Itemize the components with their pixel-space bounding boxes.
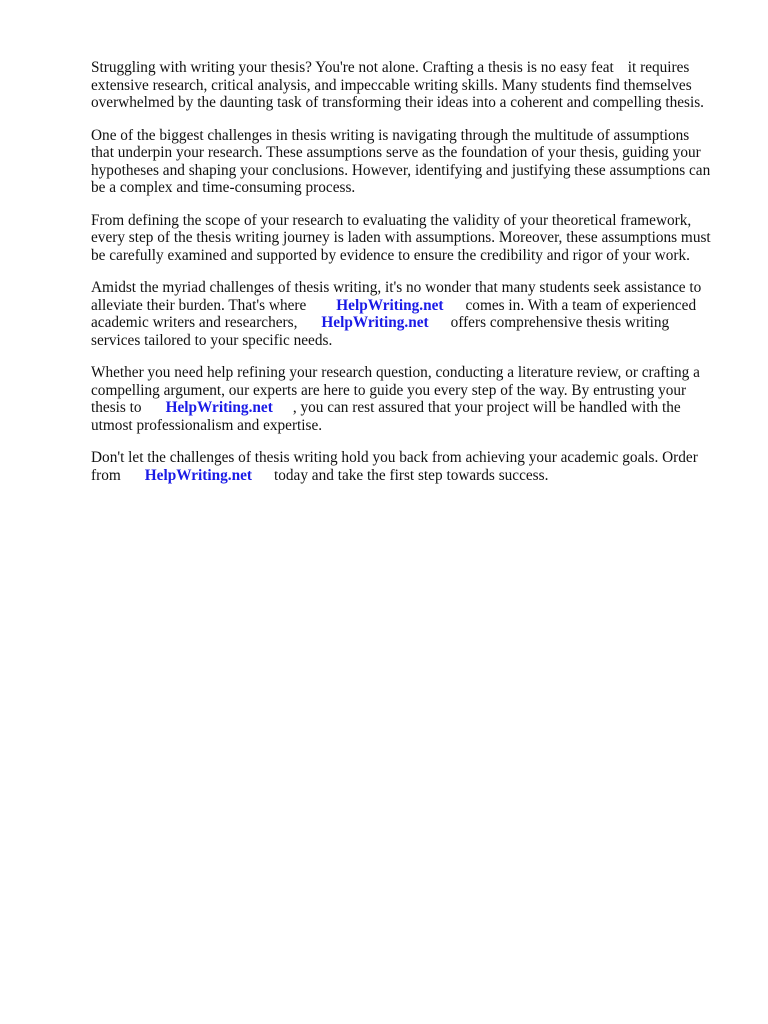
text-line: One of the biggest challenges in thesis writing is navigating through the multitude of assumptions	[91, 126, 690, 144]
helpwriting-link[interactable]: HelpWriting.net	[336, 296, 444, 314]
text-line: , you can rest assured that your project will be handled with the	[292, 399, 681, 416]
text-line: every step of the thesis writing journey is laden with assumptions. Moreover, these assumptions must	[91, 229, 711, 246]
text-line: academic writers and researchers,	[91, 314, 298, 331]
text-line: be a complex and time-consuming process.	[91, 179, 356, 196]
text-line: Whether you need help refining your research question, conducting a literature review, or crafting a	[91, 364, 700, 381]
text-line: offers comprehensive thesis writing	[450, 314, 670, 331]
text-line: that underpin your research. These assumptions serve as the foundation of your thesis, guiding your	[91, 144, 701, 161]
document-page	[91, 59, 731, 499]
text-line: services tailored to your specific needs.	[91, 331, 333, 349]
helpwriting-link[interactable]: HelpWriting.net	[165, 399, 273, 416]
text-line: comes in. With a team of experienced	[465, 296, 697, 314]
text-line: compelling argument, our experts are here to guide you every step of the way. By entrusting your	[91, 381, 687, 399]
text-line: Struggling with writing your thesis? You're not alone. Crafting a thesis is no easy feat	[91, 59, 614, 76]
text-line: overwhelmed by the daunting task of transforming their ideas into a coherent and compelling thesis.	[91, 94, 704, 111]
text-line: Don't let the challenges of thesis writing hold you back from achieving your academic goals. Order	[91, 449, 698, 466]
paragraph-call-to-action	[91, 449, 731, 484]
helpwriting-link[interactable]: HelpWriting.net	[144, 466, 252, 484]
paragraph-assumptions	[91, 127, 731, 197]
text-line: it requires	[627, 59, 690, 76]
helpwriting-link[interactable]: HelpWriting.net	[321, 314, 429, 331]
paragraph-scope	[91, 212, 731, 265]
text-line: From defining the scope of your research to evaluating the validity of your theoretical framework,	[91, 211, 692, 229]
paragraph-assistance	[91, 279, 731, 349]
text-line: utmost professionalism and expertise.	[91, 416, 323, 434]
text-line: be carefully examined and supported by evidence to ensure the credibility and rigor of your work.	[91, 246, 690, 264]
text-line: alleviate their burden. That's where	[91, 296, 307, 314]
text-line: thesis to	[91, 399, 142, 416]
text-line: hypotheses and shaping your conclusions. However, identifying and justifying these assumptions can	[91, 161, 711, 179]
text-line: today and take the first step towards success.	[273, 466, 549, 484]
paragraph-guidance	[91, 364, 731, 434]
text-line: from	[91, 466, 121, 484]
paragraph-intro	[91, 59, 731, 112]
text-line: extensive research, critical analysis, and impeccable writing skills. Many students find themselves	[91, 76, 692, 94]
text-line: Amidst the myriad challenges of thesis writing, it's no wonder that many students seek assistance to	[91, 279, 702, 296]
